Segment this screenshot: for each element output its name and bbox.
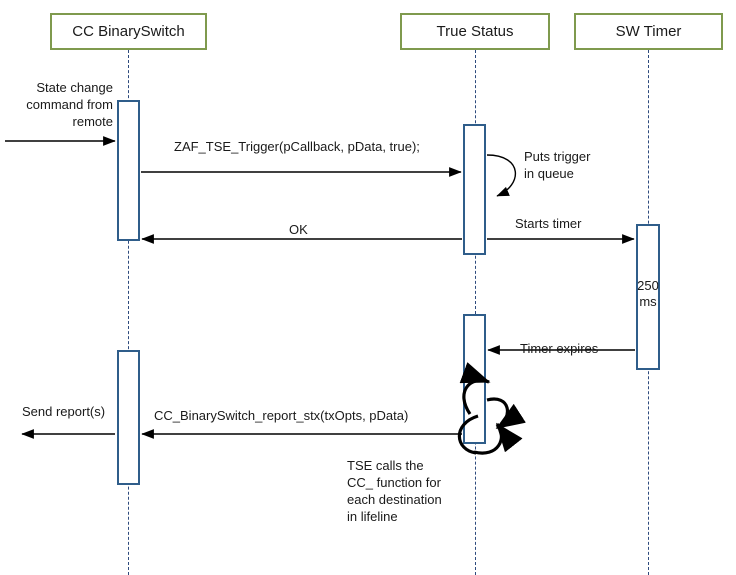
timer-duration [636,278,660,310]
activation-true-status-1 [463,124,486,255]
note-puts-trigger-line1: Puts trigger [524,149,591,164]
label-timer-expires: Timer expires [520,341,599,356]
label-zaf-tse-trigger: ZAF_TSE_Trigger(pCallback, pData, true); [174,139,420,154]
participant-label: SW Timer [615,23,682,40]
note-puts-trigger-line2: in queue [524,166,574,181]
arrow-self-puts-trigger [487,155,515,196]
note-tse-calls-line4: in lifeline [347,509,398,524]
note-tse-calls [347,457,477,525]
participant-sw-timer[interactable] [574,13,723,50]
label-state-change [5,79,113,130]
loop-arrow-right [487,399,507,428]
note-tse-calls-line2: CC_ function for [347,475,441,490]
label-state-change-line1: State change [36,80,113,95]
label-report-stx: CC_BinarySwitch_report_stx(txOpts, pData) [154,408,409,423]
label-state-change-line2: command from [26,97,113,112]
label-state-change-line3: remote [72,114,113,129]
label-ok: OK [289,222,308,237]
note-puts-trigger [524,148,634,182]
timer-duration-value: 250 [637,278,659,293]
activation-cc-binaryswitch-1 [117,100,140,241]
timer-duration-unit: ms [639,294,657,309]
participant-label: CC BinarySwitch [72,23,185,40]
participant-cc-binaryswitch[interactable] [50,13,207,50]
activation-cc-binaryswitch-2 [117,350,140,485]
note-tse-calls-line3: each destination [347,492,442,507]
label-send-report: Send report(s) [22,404,106,419]
participant-true-status[interactable] [400,13,550,50]
label-starts-timer: Starts timer [515,216,582,231]
note-tse-calls-line1: TSE calls the [347,458,424,473]
participant-label: True Status [436,23,514,40]
activation-true-status-2 [463,314,486,444]
